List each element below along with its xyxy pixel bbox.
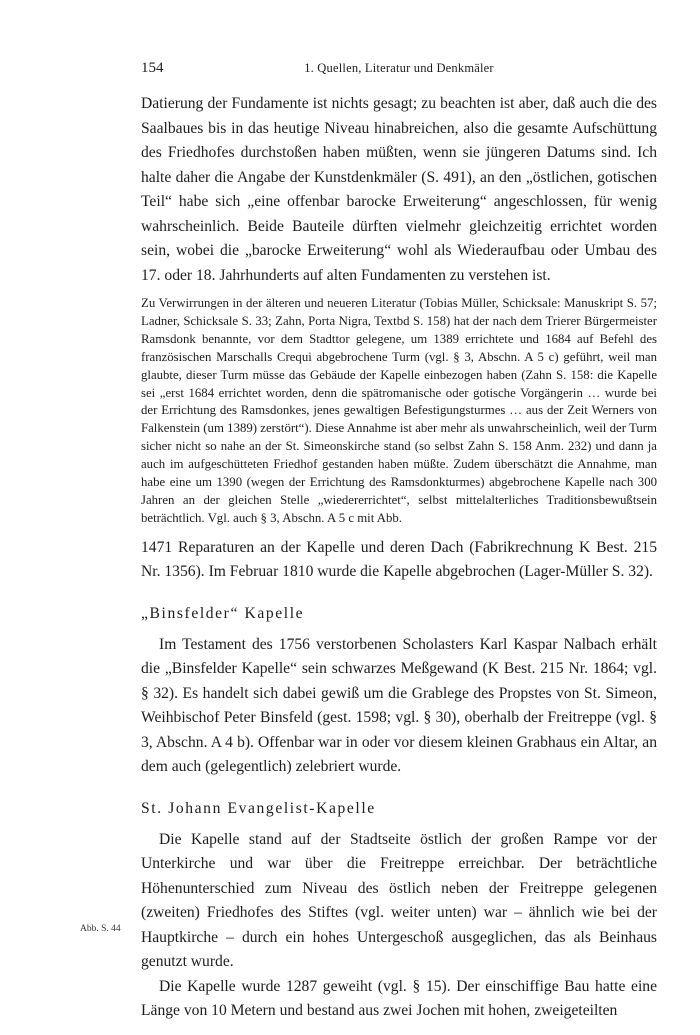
page-number: 154 <box>141 60 164 76</box>
running-title: 1. Quellen, Literatur und Denkmäler <box>304 61 494 75</box>
section-heading-binsfelder: „Binsfelder“ Kapelle <box>141 604 305 622</box>
footnote-paragraph: Zu Verwirrungen in der älteren und neueren Literatur (Tobias Müller, Schicksale: Manuskript S. 57; Ladner, Schicksale S. 33; Zahn, Porta Nigra, Textbd S. 158) hat der nach dem Trierer Bürgermeister Ramsdonk benannte, vor dem Stadttor gelegene, um 1389 errichtete und 1684 auf Befehl des französischen Marschalls Crequi abgebrochene Turm (vgl. § 3, Abschn. A 5 c) geführt, weil man glaubte, dieser Turm müsse das Gebäude der Kapelle einbezogen haben (Zahn S. 158: die Kapelle sei „erst 1684 errichtet worden, denn die spätromanische oder gotische Vorgängerin … wurde bei der Errichtung des Ramsdonkes, jenes gewaltigen Befestigungsturmes … aus der Zeit Werners von Falkenstein (um 1389) zerstört“). Diese Annahme ist aber mehr als unwahrscheinlich, weil der Turm sicher nicht so nahe an der St. Simeonskirche stand (so selbst Zahn S. 158 Anm. 232) und dann ja auch im aufgeschütteten Friedhof gestanden haben müßte. Zudem überschätzt die Annahme, man habe eine um 1390 (wegen der Errichtung des Ramsdonkturmes) abgebrochene Kapelle nach 300 Jahren an der gleichen Stelle „wiedererrichtet“, selbst mittelalterliches Traditionsbewußtsein beträchtlich. Vgl. auch § 3, Abschn. A 5 c mit Abb. <box>141 296 657 525</box>
body-paragraph-2: 1471 Reparaturen an der Kapelle und deren Dach (Fabrikrechnung K Best. 215 Nr. 1356). Im Februar 1810 wurde die Kapelle abgebrochen (Lager-Müller S. 32). <box>141 538 657 581</box>
body-paragraph-3: Im Testament des 1756 verstorbenen Scholasters Karl Kaspar Nalbach erhält die „Binsfelder Kapelle“ sein schwarzes Meßgewand (K Best. 215 Nr. 1864; vgl. § 32). Es handelt sich dabei gewiß um die Grablege des Propstes von St. Simeon, Weihbischof Peter Binsfeld (gest. 1598; vgl. § 30), oberhalb der Freitreppe (vgl. § 3, Abschn. A 4 b). Offenbar war in oder vor diesem kleinen Grabhaus ein Altar, an dem auch (gelegentlich) zelebriert wurde. <box>141 635 657 776</box>
body-paragraph-4: Die Kapelle stand auf der Stadtseite östlich der großen Rampe vor der Unterkirche und war über die Freitreppe erreichbar. Der beträchtliche Höhenunterschied zum Niveau des östlich neben der Freitreppe gelegenen (zweiten) Friedhofes des Stiftes (vgl. weiter unten) war – ähnlich wie bei der Hauptkirche – durch ein hohes Untergeschoß ausgeglichen, das als Beinhaus genutzt wurde. <box>141 830 657 971</box>
body-paragraph-5: Die Kapelle wurde 1287 geweiht (vgl. § 15). Der einschiffige Bau hatte eine Länge von 10 Metern und bestand aus zwei Jochen mit hohen, zweigeteilten <box>141 977 657 1020</box>
main-text <box>141 92 657 1024</box>
body-paragraph-1: Datierung der Fundamente ist nichts gesagt; zu beachten ist aber, daß auch die des Saalbaues bis in das heutige Niveau hinabreichen, also die gesamte Aufschüttung des Friedhofes durchstoßen haben müßten, wenn sie jüngeren Datums sind. Ich halte daher die Angabe der Kunstdenkmäler (S. 491), an den „östlichen, gotischen Teil“ habe sich „eine offenbar barocke Erweiterung“ angeschlossen, für wenig wahrscheinlich. Beide Bauteile dürften vielmehr gleichzeitig errichtet worden sein, wobei die „barocke Erweiterung“ wohl als Wiederaufbau oder Umbau des 17. oder 18. Jahrhunderts auf alten Fundamenten zu verstehen ist. <box>141 95 657 284</box>
margin-note: Abb. S. 44 <box>80 924 121 934</box>
page-header <box>141 60 657 80</box>
section-heading-johann: St. Johann Evangelist-Kapelle <box>141 799 376 817</box>
